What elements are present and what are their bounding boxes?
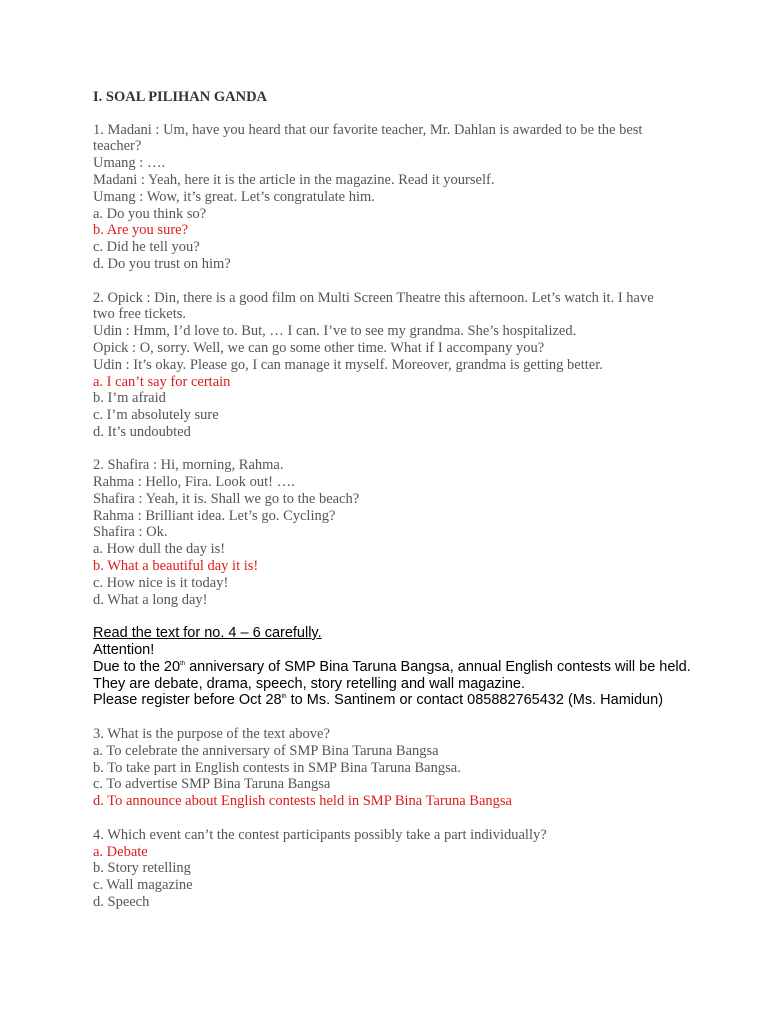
reading-line-3 bbox=[93, 692, 678, 708]
q5-option-a-answer: a. Debate bbox=[93, 844, 148, 860]
q5-option-b: b. Story retelling bbox=[93, 860, 191, 876]
q3-option-c: c. How nice is it today! bbox=[93, 575, 229, 591]
q1-line-2: Umang : …. bbox=[93, 155, 166, 171]
q1-option-a: a. Do you think so? bbox=[93, 206, 207, 222]
reading-line-1 bbox=[93, 659, 691, 675]
q5-option-d: d. Speech bbox=[93, 894, 150, 910]
q2-option-b: b. I’m afraid bbox=[93, 390, 166, 406]
q2-option-d: d. It’s undoubted bbox=[93, 424, 191, 440]
q3-line-4: Rahma : Brilliant idea. Let’s go. Cycling? bbox=[93, 508, 336, 524]
reading-line-1-post: anniversary of SMP Bina Taruna Bangsa, annual English contests will be held. bbox=[185, 659, 691, 675]
q1-option-c: c. Did he tell you? bbox=[93, 239, 200, 255]
q3-line-3: Shafira : Yeah, it is. Shall we go to the beach? bbox=[93, 491, 360, 507]
q5-option-c: c. Wall magazine bbox=[93, 877, 193, 893]
q3-option-b-answer: b. What a beautiful day it is! bbox=[93, 558, 259, 574]
reading-line-2: They are debate, drama, speech, story retelling and wall magazine. bbox=[93, 676, 526, 692]
q4-option-b: b. To take part in English contests in SMP Bina Taruna Bangsa. bbox=[93, 760, 461, 776]
q3-line-2: Rahma : Hello, Fira. Look out! …. bbox=[93, 474, 295, 490]
q4-option-a: a. To celebrate the anniversary of SMP Bina Taruna Bangsa bbox=[93, 743, 439, 759]
reading-line-1-sup: th bbox=[180, 661, 186, 667]
reading-line-3-pre: Please register before Oct 28 bbox=[93, 692, 282, 708]
q5-question: 4. Which event can’t the contest participants possibly take a part individually? bbox=[93, 827, 547, 843]
q2-line-3: Opick : O, sorry. Well, we can go some other time. What if I accompany you? bbox=[93, 340, 545, 356]
q1-line-4: Umang : Wow, it’s great. Let’s congratulate him. bbox=[93, 189, 375, 205]
q2-option-c: c. I’m absolutely sure bbox=[93, 407, 219, 423]
q1-line-1: 1. Madani : Um, have you heard that our favorite teacher, Mr. Dahlan is awarded to be the best teacher? bbox=[93, 122, 643, 154]
reading-line-3-sup: th bbox=[281, 694, 287, 700]
q3-line-5: Shafira : Ok. bbox=[93, 524, 168, 540]
q2-line-4: Udin : It’s okay. Please go, I can manage it myself. Moreover, grandma is getting better. bbox=[93, 357, 603, 373]
section-title: I. SOAL PILIHAN GANDA bbox=[93, 89, 268, 105]
reading-line-1-pre: Due to the 20 bbox=[93, 659, 181, 675]
q4-option-d-answer: d. To announce about English contests held in SMP Bina Taruna Bangsa bbox=[93, 793, 512, 809]
q1-line-3: Madani : Yeah, here it is the article in the magazine. Read it yourself. bbox=[93, 172, 495, 188]
q3-line-1: 2. Shafira : Hi, morning, Rahma. bbox=[93, 457, 284, 473]
q1-option-b-answer: b. Are you sure? bbox=[93, 222, 189, 238]
q2-line-2: Udin : Hmm, I’d love to. But, … I can. I’ve to see my grandma. She’s hospitalized. bbox=[93, 323, 577, 339]
q4-question: 3. What is the purpose of the text above? bbox=[93, 726, 330, 742]
q4-option-c: c. To advertise SMP Bina Taruna Bangsa bbox=[93, 776, 331, 792]
reading-attention: Attention! bbox=[93, 642, 155, 658]
q1-option-d: d. Do you trust on him? bbox=[93, 256, 231, 272]
q2-line-1: 2. Opick : Din, there is a good film on Multi Screen Theatre this afternoon. Let’s watch it. I have two free tickets. bbox=[93, 290, 654, 322]
q3-option-a: a. How dull the day is! bbox=[93, 541, 226, 557]
q2-option-a-answer: a. I can’t say for certain bbox=[93, 374, 231, 390]
reading-line-3-post: to Ms. Santinem or contact 085882765432 (Ms. Hamidun) bbox=[286, 692, 664, 708]
q3-option-d: d. What a long day! bbox=[93, 592, 208, 608]
reading-instruction: Read the text for no. 4 – 6 carefully. bbox=[93, 625, 322, 641]
